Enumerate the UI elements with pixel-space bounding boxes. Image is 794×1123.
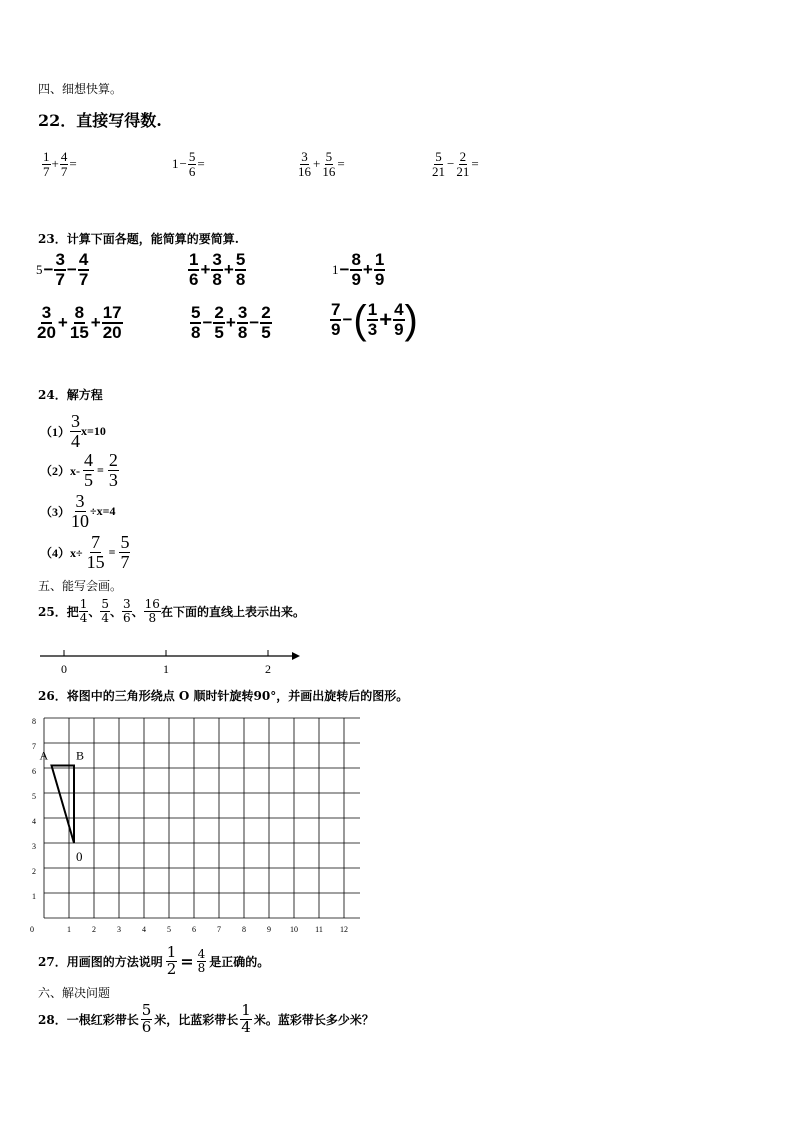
q24-equation-1: （1） $\frac{3}{4}$ x=10: [40, 411, 106, 451]
q22-title: 22．直接写得数.: [38, 111, 162, 130]
number-line: [36, 645, 302, 679]
x-tick-label: 6: [192, 925, 196, 934]
section-5-heading: 五、能写会画。: [38, 579, 123, 593]
section-6-heading: 六、解决问题: [38, 986, 111, 1000]
point-label-o: 0: [76, 849, 83, 864]
x-tick-label: 10: [290, 925, 298, 934]
x-tick-label: 8: [242, 925, 246, 934]
section-4-heading: 四、细想快算。: [38, 82, 123, 96]
y-tick-label: 7: [32, 742, 36, 751]
q24-equation-2: （2）x- $\frac{4}{5}$ = $\frac{2}{3}$: [40, 450, 118, 490]
arrow-right-icon: [292, 652, 300, 660]
q22-item-1: $\frac{1}{7}$ + $\frac{4}{7}$ =: [43, 149, 77, 179]
y-tick-label: 2: [32, 867, 36, 876]
point-label-a: A: [39, 748, 49, 763]
q24-equation-3: （3） $\frac{3}{10}$ ÷x=4: [40, 491, 116, 531]
y-tick-label: 1: [32, 892, 36, 901]
triangle-shape: [52, 766, 75, 844]
x-tick-label: 9: [267, 925, 271, 934]
q25-text: 25．把 $\frac{1}{4}$ 、 $\frac{5}{4}$ 、 $\frac{3}{6}$ 、 $\frac{16}{8}$ 在下面的直线上表示出来。: [38, 597, 305, 625]
x-tick-label: 7: [217, 925, 221, 934]
q23-expr-3: 1 − $\frac{8}{9}$ + $\frac{1}{9}$: [332, 250, 385, 289]
q23-expr-1: 5 − $\frac{3}{7}$ − $\frac{4}{7}$: [36, 250, 89, 289]
q23-expr-6: $\frac{7}{9}$ − ( $\frac{1}{3}$ + $\frac{4}{9}$ ): [331, 298, 418, 342]
q23-expr-5: $\frac{5}{8}$ − $\frac{2}{5}$ + $\frac{3}{8}$ − $\frac{2}{5}$: [191, 303, 271, 342]
x-tick-label: 5: [167, 925, 171, 934]
x-tick-label: 0: [30, 925, 34, 934]
q24-equation-4: （4）x÷ $\frac{7}{15}$ = $\frac{5}{7}$: [40, 532, 130, 572]
q28-text: 28．一根红彩带长 $\frac{5}{6}$ 米，比蓝彩带长 $\frac{1}{4}$ 米。蓝彩带长多少米？: [38, 1001, 374, 1036]
q22-item-4: $\frac{5}{21}$ − $\frac{2}{21}$ =: [432, 149, 479, 179]
point-label-b: B: [76, 748, 85, 763]
tick-label-1: 1: [163, 662, 169, 676]
tick-label-2: 2: [265, 662, 271, 676]
q23-expr-4: $\frac{3}{20}$ + $\frac{8}{15}$ + $\frac{17}{20}$: [37, 303, 122, 342]
x-tick-label: 4: [142, 925, 146, 934]
q24-title: 24．解方程: [38, 388, 103, 402]
q27-text: 27．用画图的方法说明 $\frac{1}{2}$ = $\frac{4}{8}$ 是正确的。: [38, 943, 270, 978]
x-tick-label: 1: [67, 925, 71, 934]
x-tick-label: 2: [92, 925, 96, 934]
grid-figure: [30, 714, 360, 936]
y-tick-label: 5: [32, 792, 36, 801]
x-tick-label: 12: [340, 925, 348, 934]
q23-title: 23．计算下面各题，能简算的要简算.: [38, 232, 239, 246]
q26-title: 26．将图中的三角形绕点 O 顺时针旋转90°，并画出旋转后的图形。: [38, 689, 409, 703]
y-tick-label: 8: [32, 717, 36, 726]
y-tick-label: 3: [32, 842, 36, 851]
q23-expr-2: $\frac{1}{6}$ + $\frac{3}{8}$ + $\frac{5}{8}$: [189, 250, 246, 289]
x-tick-label: 11: [315, 925, 323, 934]
y-tick-label: 4: [32, 817, 36, 826]
q22-item-3: $\frac{3}{16}$ + $\frac{5}{16}$ =: [298, 149, 345, 179]
x-tick-label: 3: [117, 925, 121, 934]
tick-label-0: 0: [61, 662, 67, 676]
y-tick-label: 6: [32, 767, 36, 776]
q22-item-2: 1 − $\frac{5}{6}$ =: [172, 149, 205, 179]
